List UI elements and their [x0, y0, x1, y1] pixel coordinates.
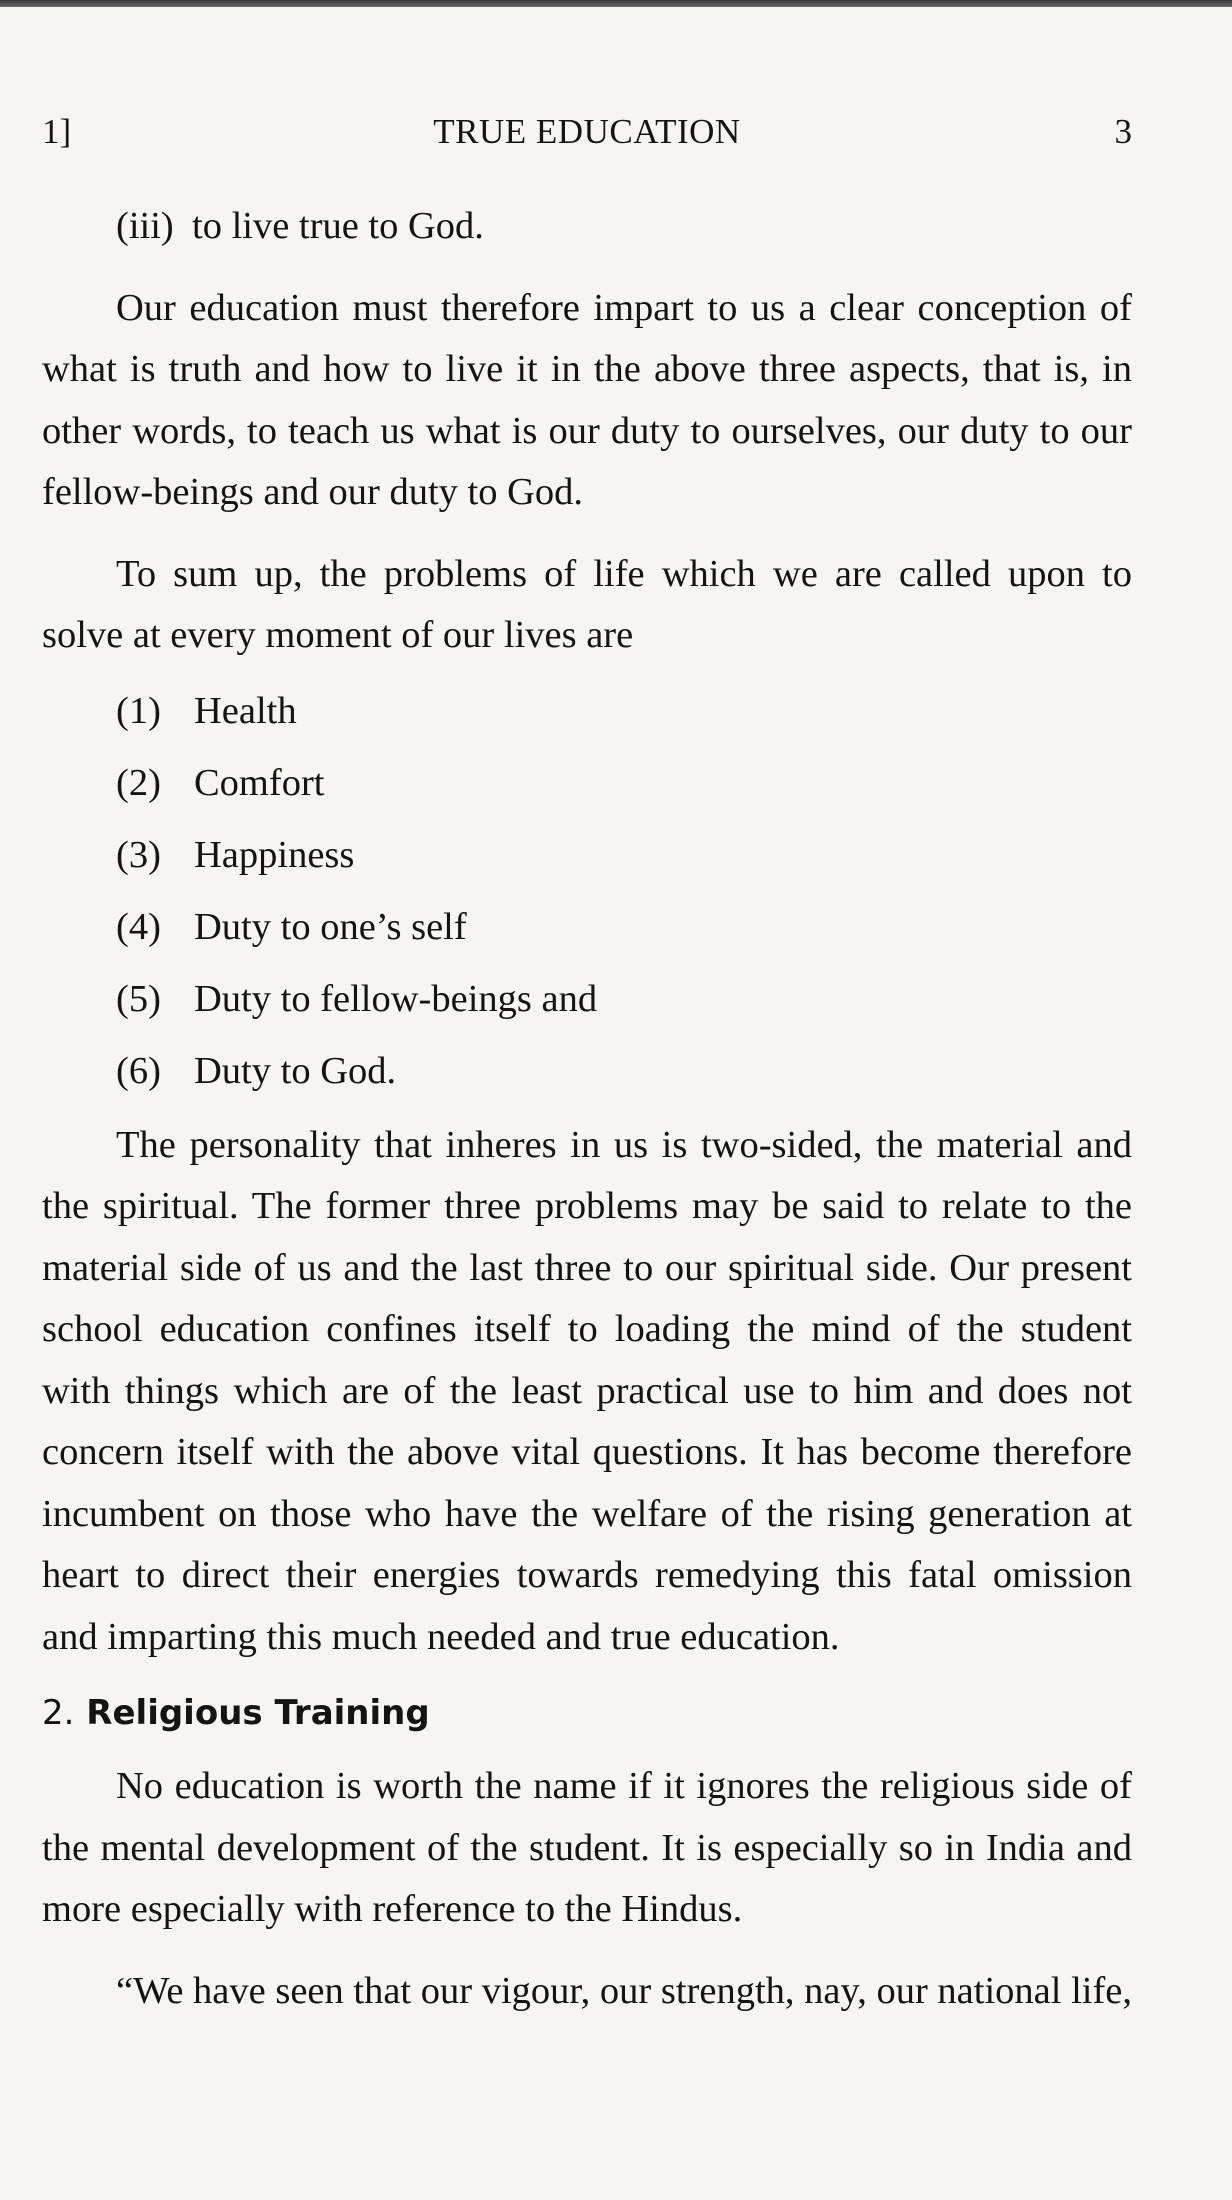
list-item-text: Duty to fellow-beings and [194, 977, 598, 1020]
paragraph-sum-up: To sum up, the problems of life which we are called upon to solve at every moment of our lives are [42, 552, 1132, 656]
list-item [42, 963, 1132, 1035]
paragraph-education-conception: Our education must therefore impart to us a clear conception of what is truth and how to live it in the above three aspects, that is, in other words, to teach us what is our duty to ourselves, our duty to our fellow-beings and our duty to God. [42, 286, 1132, 513]
list-item-text: Health [194, 689, 297, 732]
list-item [42, 675, 1132, 747]
list-item-iii [42, 196, 1132, 258]
list-item-number: (3) [116, 833, 161, 876]
list-item-text: to live true to God. [192, 205, 484, 247]
list-item-number: (6) [116, 1049, 161, 1092]
list-item-number: (1) [116, 689, 161, 732]
list-item-number: (4) [116, 905, 161, 948]
section-heading [42, 1680, 1132, 1746]
page-body [42, 196, 1132, 2022]
list-item [42, 747, 1132, 819]
list-item-text: Comfort [194, 761, 325, 804]
list-item [42, 891, 1132, 963]
page-top-edge [0, 0, 1232, 7]
problems-list [42, 675, 1132, 1107]
section-title: Religious Training [86, 1693, 430, 1733]
running-title: TRUE EDUCATION [433, 112, 741, 151]
list-item-number: (2) [116, 761, 161, 804]
paragraph-personality: The personality that inheres in us is two-sided, the material and the spiritual. The former three problems may be said to relate to the material side of us and the last three to our spiritual side. Our present school education confines itself to loading the mind of the student with things which are of the least practical use to him and does not concern itself with the above vital questions. It has become therefore incumbent on those who have the welfare of the rising generation at heart to direct their energies towards remedying this fatal omission and imparting this much needed and true education. [42, 1123, 1132, 1658]
paragraph-quote-start: “We have seen that our vigour, our strength, nay, our national life, [116, 1969, 1133, 2012]
list-item-text: Happiness [194, 833, 355, 876]
list-item-text: Duty to one’s self [194, 905, 467, 948]
list-item-text: Duty to God. [194, 1049, 397, 1092]
list-item [42, 1035, 1132, 1107]
running-head [42, 112, 1132, 152]
section-number: 2. [42, 1693, 75, 1733]
list-item-number: (iii) [116, 205, 174, 247]
paragraph-religious-side: No education is worth the name if it ignores the religious side of the mental development of the student. It is especially so in India and more especially with reference to the Hindus. [42, 1765, 1132, 1930]
chapter-marker: 1] [42, 112, 72, 151]
page-number: 3 [1114, 112, 1132, 151]
list-item-number: (5) [116, 977, 161, 1020]
list-item [42, 819, 1132, 891]
